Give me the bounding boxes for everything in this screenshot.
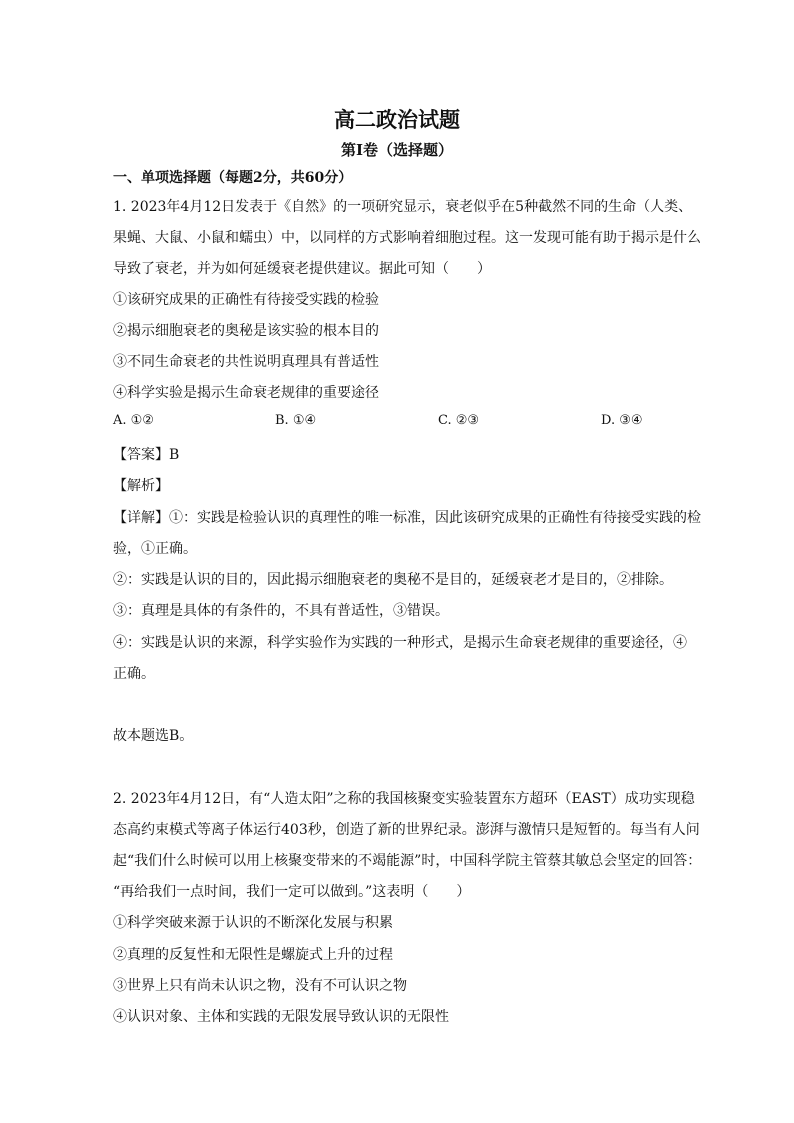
q1-stem-line-3: 导致了衰老，并为如何延缓衰老提供建议。据此可知（ ） bbox=[113, 261, 491, 277]
q1-detail-line-4: ③：真理是具体的有条件的，不具有普适性，③错误。 bbox=[113, 603, 449, 619]
q1-detail-line-2: 验，①正确。 bbox=[113, 541, 197, 557]
q2-stem-line-1: 2. 2023年4月12日，有“人造太阳”之称的我国核聚变实验装置东方超环（EAST）成功实现稳 bbox=[113, 791, 695, 807]
q1-detail-line-6: 正确。 bbox=[113, 666, 155, 682]
q2-stem-line-3: 起“我们什么时候可以用上核聚变带来的不竭能源”时，中国科学院主管蔡其敏总会坚定的回答： bbox=[113, 853, 702, 869]
q1-detail-line-5: ④：实践是认识的来源，科学实验作为实践的一种形式，是揭示生命衰老规律的重要途径，④ bbox=[113, 635, 687, 651]
q2-statement-3: ③世界上只有尚未认识之物，没有不可认识之物 bbox=[113, 978, 407, 994]
q1-statement-4: ④科学实验是揭示生命衰老规律的重要途径 bbox=[113, 385, 379, 401]
q1-conclusion: 故本题选B。 bbox=[113, 728, 194, 744]
q1-statement-1: ①该研究成果的正确性有待接受实践的检验 bbox=[113, 292, 379, 308]
q2-stem-line-2: 态高约束模式等离子体运行403秒，创造了新的世界纪录。澎湃与激情只是短暂的。每当有人问 bbox=[113, 822, 700, 838]
q1-stem-line-1: 1. 2023年4月12日发表于《自然》的一项研究显示，衰老似乎在5种截然不同的生命（人类、 bbox=[113, 199, 693, 215]
part-title: 第I卷（选择题） bbox=[340, 141, 454, 159]
q1-answer: 【答案】B bbox=[113, 447, 180, 463]
q1-option-d: D. ③④ bbox=[601, 413, 643, 428]
q2-stem-line-4: “再给我们一点时间，我们一定可以做到。”这表明（ ） bbox=[113, 884, 471, 900]
q1-analysis-label: 【解析】 bbox=[113, 478, 169, 494]
q1-stem-line-2: 果蝇、大鼠、小鼠和蠕虫）中，以同样的方式影响着细胞过程。这一发现可能有助于揭示是什么 bbox=[113, 230, 701, 246]
q1-statement-3: ③不同生命衰老的共性说明真理具有普适性 bbox=[113, 354, 379, 370]
q1-detail-line-1: 【详解】①：实践是检验认识的真理性的唯一标准，因此该研究成果的正确性有待接受实践的检 bbox=[113, 510, 701, 526]
q1-detail-line-3: ②：实践是认识的目的，因此揭示细胞衰老的奥秘不是目的，延缓衰老才是目的，②排除。 bbox=[113, 572, 673, 588]
q1-option-c: C. ②③ bbox=[438, 413, 480, 428]
q2-statement-1: ①科学突破来源于认识的不断深化发展与积累 bbox=[113, 915, 393, 931]
q1-option-a: A. ①② bbox=[113, 413, 154, 428]
page-title: 高二政治试题 bbox=[334, 107, 460, 132]
q2-statement-2: ②真理的反复性和无限性是螺旋式上升的过程 bbox=[113, 947, 393, 963]
section-heading: 一、单项选择题（每题2分，共60分） bbox=[113, 170, 353, 186]
q2-statement-4: ④认识对象、主体和实践的无限发展导致认识的无限性 bbox=[113, 1009, 449, 1025]
q1-statement-2: ②揭示细胞衰老的奥秘是该实验的根本目的 bbox=[113, 323, 379, 339]
q1-option-b: B. ①④ bbox=[275, 413, 317, 428]
